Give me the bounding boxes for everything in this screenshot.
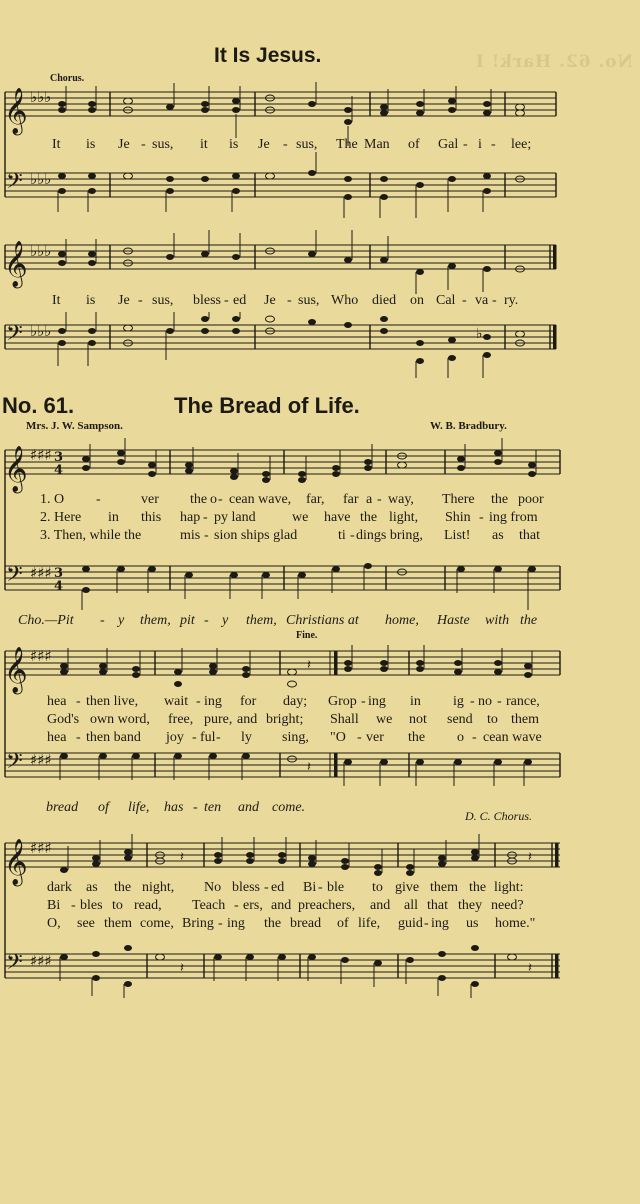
syllable: - (218, 916, 223, 931)
syllable: hap (180, 510, 201, 525)
syllable: - (204, 613, 209, 628)
syllable: y (118, 613, 125, 628)
syllable: No (204, 880, 222, 895)
syllable: the (408, 730, 426, 745)
bass-clef-icon: 𝄢 (6, 169, 23, 199)
syllable: Je (118, 293, 130, 308)
syllable: of (337, 916, 349, 931)
sharp-icon: ♯♯♯ (30, 751, 52, 769)
syllable: 1. O (40, 492, 65, 507)
staff-system-1 (0, 80, 640, 310)
syllable: far, (306, 492, 325, 507)
syllable: ed (271, 880, 285, 895)
rest-icon: 𝄽 (528, 850, 532, 865)
syllable: Teach (192, 898, 226, 913)
syllable: read, (134, 898, 162, 913)
sharp-icon: ♯♯♯ (30, 839, 52, 857)
syllable: in (108, 510, 119, 525)
syllable: of (408, 137, 420, 152)
syllable: is (86, 137, 96, 152)
syllable: bright; (266, 712, 304, 727)
syllable: give (395, 880, 420, 895)
lyric-line (0, 293, 640, 311)
rest-icon: 𝄽 (180, 961, 184, 976)
syllable: - (216, 730, 221, 745)
syllable: in (410, 694, 421, 709)
syllable: that (427, 898, 448, 913)
hymn-title: It Is Jesus. (214, 44, 322, 67)
syllable: died (372, 293, 397, 308)
syllable: 3. Then, while the (40, 528, 142, 543)
syllable: - (377, 492, 382, 507)
syllable: not (409, 712, 427, 727)
syllable: - (138, 293, 143, 308)
syllable: i (478, 137, 482, 152)
flat-icon: ♭♭♭ (30, 242, 52, 260)
syllable: ig (453, 694, 464, 709)
syllable: day; (283, 694, 308, 709)
rest-icon: 𝄽 (180, 850, 184, 865)
syllable: hea (47, 730, 67, 745)
syllable: - (470, 694, 475, 709)
syllable: us (466, 916, 479, 931)
syllable: ver (141, 492, 159, 507)
lyric-line (0, 694, 640, 712)
sharp-icon: ♯♯♯ (30, 446, 52, 464)
syllable: has (164, 800, 184, 815)
syllable: light, (389, 510, 419, 525)
syllable: - (76, 694, 81, 709)
syllable: on (410, 293, 424, 308)
syllable: this (141, 510, 162, 525)
syllable: free, (168, 712, 194, 727)
syllable: wait (164, 694, 189, 709)
syllable: sus, (298, 293, 320, 308)
syllable: ti (338, 528, 346, 543)
sharp-icon: ♯♯♯ (30, 952, 52, 970)
syllable: is (229, 137, 239, 152)
syllable: - (234, 898, 239, 913)
syllable: we (292, 510, 309, 525)
syllable: - (350, 528, 355, 543)
syllable: - (472, 730, 477, 745)
syllable: - (141, 137, 146, 152)
syllable: ing (227, 916, 245, 931)
lyric-line (0, 898, 640, 916)
syllable: - (491, 137, 496, 152)
syllable: Bi (303, 880, 317, 895)
syllable: 2. Here (40, 510, 82, 525)
rest-icon: 𝄽 (307, 760, 311, 775)
syllable: Cal (436, 293, 456, 308)
lyric-line (0, 492, 640, 510)
syllable: - (96, 492, 101, 507)
syllable: guid (398, 916, 423, 931)
syllable: ing from (489, 510, 538, 525)
bass-clef-icon: 𝄢 (6, 321, 23, 351)
chorus-lyric-line (0, 613, 640, 631)
bass-clef-icon: 𝄢 (6, 950, 23, 980)
syllable: them (430, 880, 458, 895)
syllable: life, (128, 800, 150, 815)
syllable: Who (331, 293, 359, 308)
syllable: ble (327, 880, 345, 895)
syllable: is (86, 293, 96, 308)
sharp-icon: ♯♯♯ (30, 564, 52, 582)
treble-clef-icon: 𝄞 (4, 446, 28, 492)
staff-system-2 (0, 310, 640, 382)
syllable: ful (200, 730, 216, 745)
syllable: poor (518, 492, 544, 507)
syllable: dark (47, 880, 72, 895)
syllable: for (240, 694, 257, 709)
syllable: the (491, 492, 509, 507)
flat-icon: ♭♭♭ (30, 88, 52, 106)
syllable: Je (118, 137, 130, 152)
syllable: send (447, 712, 473, 727)
syllable: have (324, 510, 351, 525)
syllable: - (71, 898, 76, 913)
syllable: Cho.—Pit (18, 613, 74, 628)
lyric-line (0, 916, 640, 934)
syllable: come. (272, 800, 306, 815)
syllable: God's (47, 712, 80, 727)
syllable: - (463, 137, 468, 152)
syllable: all (404, 898, 418, 913)
syllable: the (264, 916, 282, 931)
syllable: the (360, 510, 378, 525)
syllable: cean wave (483, 730, 542, 745)
syllable: dings bring, (356, 528, 423, 543)
syllable: bless (193, 293, 221, 308)
syllable: - (497, 694, 502, 709)
rest-icon: 𝄽 (528, 961, 532, 976)
syllable: Shin (445, 510, 471, 525)
syllable: and (238, 800, 259, 815)
flat-icon: ♭♭♭ (30, 322, 52, 340)
lyric-line (0, 730, 640, 748)
syllable: - (264, 880, 269, 895)
syllable: as (86, 880, 98, 895)
syllable: and (370, 898, 391, 913)
syllable: we (376, 712, 393, 727)
syllable: - (193, 800, 198, 815)
syllable: to (487, 712, 498, 727)
syllable: no (478, 694, 492, 709)
syllable: Shall (330, 712, 359, 727)
syllable: va (475, 293, 489, 308)
syllable: them (104, 916, 132, 931)
treble-clef-icon: 𝄞 (4, 839, 28, 885)
syllable: ver (366, 730, 384, 745)
sharp-icon: ♯♯♯ (30, 647, 52, 665)
time-signature-bottom: 4 (54, 579, 64, 594)
syllable: a (366, 492, 373, 507)
syllable: Gal (438, 137, 459, 152)
note-stems (58, 82, 491, 294)
syllable: Christians at (286, 613, 359, 628)
syllable: y (222, 613, 229, 628)
syllable: sus, (296, 137, 318, 152)
syllable: come, (140, 916, 174, 931)
syllable: see (77, 916, 95, 931)
lyric-line (0, 137, 640, 155)
syllable: Bi (47, 898, 61, 913)
syllable: - (287, 293, 292, 308)
syllable: home, (385, 613, 419, 628)
syllable: ing (204, 694, 222, 709)
syllable: There (442, 492, 475, 507)
syllable: of (98, 800, 109, 815)
syllable: Haste (437, 613, 470, 628)
syllable: Je (258, 137, 270, 152)
syllable: List! (444, 528, 471, 543)
syllable: - (192, 730, 197, 745)
syllable: sus, (152, 137, 174, 152)
syllable: hea (47, 694, 67, 709)
syllable: sion ships glad (214, 528, 298, 543)
syllable: - (283, 137, 288, 152)
bleed-through-text: No. 62. Hark! I (474, 52, 633, 72)
syllable: bless (232, 880, 260, 895)
syllable: - (492, 293, 497, 308)
treble-clef-icon: 𝄞 (4, 241, 28, 287)
treble-clef-icon: 𝄞 (4, 88, 28, 134)
syllable: - (361, 694, 366, 709)
time-signature-top: 3 (54, 450, 64, 465)
syllable: sus, (152, 293, 174, 308)
syllable: o (457, 730, 464, 745)
syllable: own word, (90, 712, 150, 727)
syllable: ing (368, 694, 386, 709)
syllable: the (469, 880, 487, 895)
syllable: - (462, 293, 467, 308)
composer: W. B. Bradbury. (430, 420, 507, 432)
syllable: pit (180, 613, 195, 628)
lyric-line (0, 880, 640, 898)
syllable: cean wave, (229, 492, 292, 507)
syllable: rance, (506, 694, 540, 709)
syllable: preachers, (298, 898, 356, 913)
syllable: "O (330, 730, 346, 745)
syllable: - (203, 510, 208, 525)
syllable: then live, (86, 694, 139, 709)
syllable: the (114, 880, 132, 895)
syllable: way, (388, 492, 414, 507)
syllable: bread (46, 800, 79, 815)
syllable: ry. (504, 293, 519, 308)
syllable: ten (204, 800, 222, 815)
flat-icon: ♭ (476, 326, 483, 342)
syllable: home." (495, 916, 536, 931)
dc-chorus-label: D. C. Chorus. (465, 809, 533, 823)
syllable: life, (358, 916, 381, 931)
syllable: - (76, 730, 81, 745)
lyric-line (0, 510, 640, 528)
syllable: mis (180, 528, 201, 543)
syllable: Grop (328, 694, 357, 709)
syllable: Je (264, 293, 276, 308)
time-signature-top: 3 (54, 566, 64, 581)
chorus-lyric-line (0, 800, 640, 818)
syllable: to (112, 898, 123, 913)
syllable: need? (491, 898, 524, 913)
syllable: them, (140, 613, 171, 628)
syllable: lee; (511, 137, 532, 152)
lyric-line (0, 712, 640, 730)
treble-staff (5, 92, 556, 116)
lyric-line (0, 528, 640, 546)
syllable: ly (241, 730, 252, 745)
syllable: - (100, 613, 105, 628)
flat-icon: ♭♭♭ (30, 170, 52, 188)
syllable: ed (233, 293, 247, 308)
syllable: The (336, 137, 358, 152)
syllable: - (357, 730, 362, 745)
syllable: - (479, 510, 484, 525)
syllable: far (343, 492, 359, 507)
syllable: they (458, 898, 483, 913)
syllable: bles (80, 898, 103, 913)
treble-clef-icon: 𝄞 (4, 647, 28, 693)
syllable: It (52, 137, 61, 152)
syllable: joy (166, 730, 184, 745)
syllable: - (318, 880, 323, 895)
syllable: py land (214, 510, 256, 525)
syllable: the (520, 613, 538, 628)
syllable: the (190, 492, 208, 507)
syllable: - (218, 492, 223, 507)
syllable: night, (142, 880, 175, 895)
fine-label: Fine. (296, 630, 318, 641)
hymn-title: The Bread of Life. (174, 393, 360, 418)
syllable: ing (431, 916, 449, 931)
hymn-number: No. 61. (2, 393, 75, 418)
syllable: It (52, 293, 61, 308)
syllable: o (210, 492, 217, 507)
syllable: sing, (282, 730, 309, 745)
rest-icon: 𝄽 (307, 658, 311, 673)
syllable: with (485, 613, 510, 628)
bass-clef-icon: 𝄢 (6, 749, 23, 779)
syllable: them, (246, 613, 277, 628)
syllable: then band (86, 730, 141, 745)
bass-clef-icon: 𝄢 (6, 562, 23, 592)
syllable: to (372, 880, 383, 895)
syllable: O, (47, 916, 61, 931)
time-signature-bottom: 4 (54, 463, 64, 478)
syllable: it (200, 137, 208, 152)
syllable: - (196, 694, 201, 709)
chorus-label: Chorus. (50, 73, 85, 84)
syllable: - (424, 916, 429, 931)
syllable: - (224, 293, 229, 308)
syllable: them (511, 712, 539, 727)
syllable: - (204, 528, 209, 543)
syllable: bread (290, 916, 322, 931)
author: Mrs. J. W. Sampson. (26, 420, 123, 432)
syllable: Man (364, 137, 390, 152)
syllable: light: (494, 880, 524, 895)
syllable: ers, (243, 898, 263, 913)
syllable: that (519, 528, 540, 543)
syllable: and (237, 712, 258, 727)
syllable: as (492, 528, 504, 543)
syllable: and (271, 898, 292, 913)
syllable: Bring (182, 916, 214, 931)
syllable: pure, (204, 712, 233, 727)
